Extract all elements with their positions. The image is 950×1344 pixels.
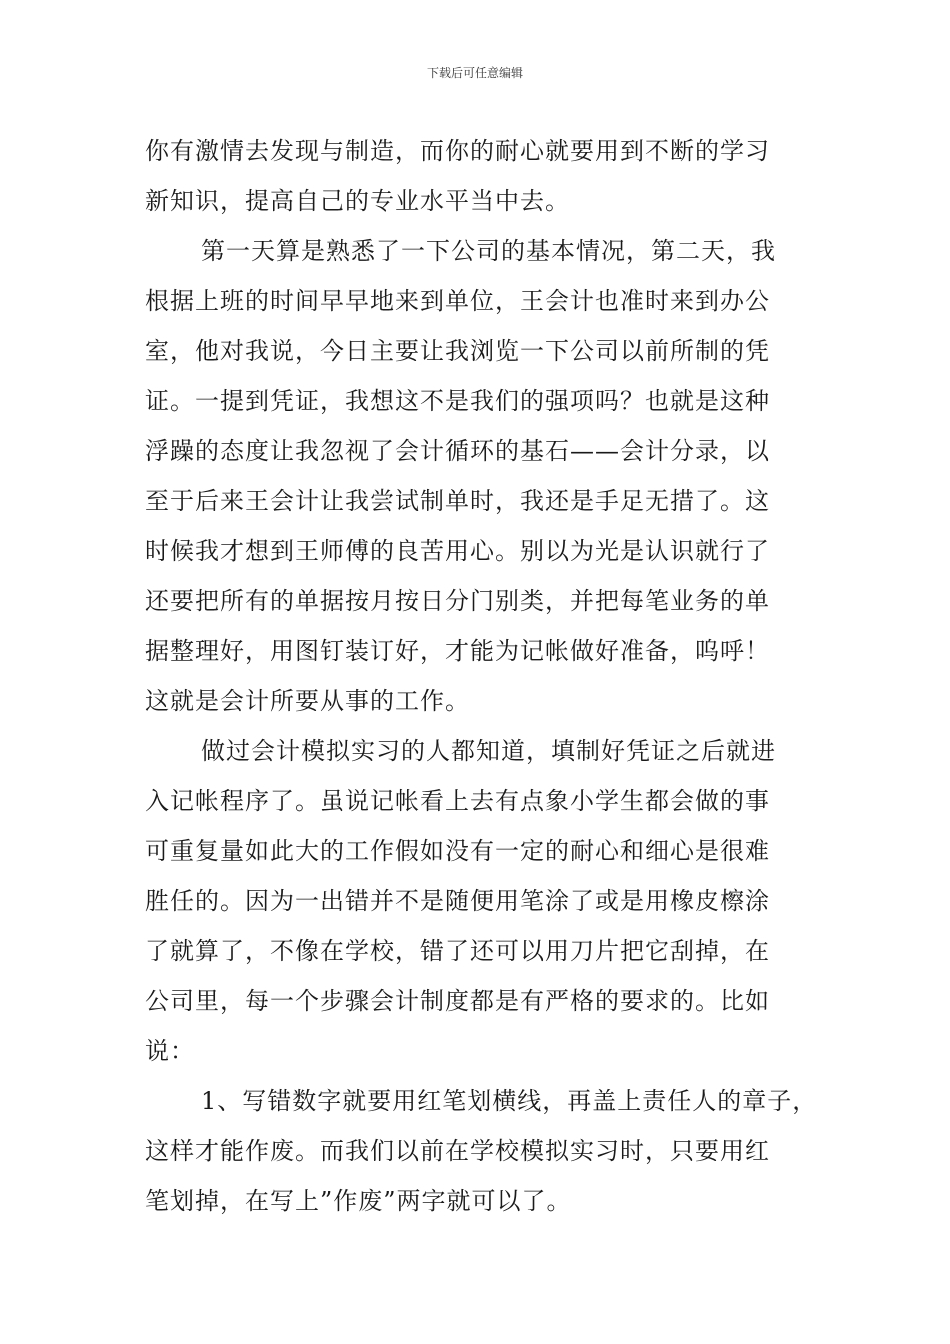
text-line: 可重复量如此大的工作假如没有一定的耐心和细心是很难: [145, 837, 770, 865]
text-line: 根据上班的时间早早地来到单位，王会计也准时来到办公: [145, 287, 770, 315]
paragraph-start-line: 做过会计模拟实习的人都知道，填制好凭证之后就进: [201, 737, 776, 765]
text-line: 入记帐程序了。虽说记帐看上去有点象小学生都会做的事: [145, 787, 770, 815]
text-line: 至于后来王会计让我尝试制单时，我还是手足无措了。这: [145, 487, 770, 515]
text-line: 这就是会计所要从事的工作。: [145, 687, 470, 715]
text-line: 时候我才想到王师傅的良苦用心。别以为光是认识就行了: [145, 537, 770, 565]
page-header: 下载后可任意编辑: [426, 66, 523, 80]
text-line: 据整理好，用图钉装订好，才能为记帐做好准备，呜呼！: [145, 637, 770, 665]
text-line: 新知识，提高自己的专业水平当中去。: [145, 187, 570, 215]
text-line: 证。一提到凭证，我想这不是我们的强项吗？也就是这种: [145, 387, 770, 415]
text-line: 公司里，每一个步骤会计制度都是有严格的要求的。比如: [145, 987, 770, 1015]
text-line: 还要把所有的单据按月按日分门别类，并把每笔业务的单: [145, 587, 770, 615]
text-line: 说：: [145, 1037, 195, 1065]
text-line: 胜任的。因为一出错并不是随便用笔涂了或是用橡皮檫涂: [145, 887, 770, 915]
paragraph-start-line: 第一天算是熟悉了一下公司的基本情况，第二天，我: [201, 237, 776, 265]
text-line: 你有激情去发现与制造，而你的耐心就要用到不断的学习: [145, 137, 770, 165]
text-line: 了就算了，不像在学校，错了还可以用刀片把它刮掉，在: [145, 937, 770, 965]
text-line: 这样才能作废。而我们以前在学校模拟实习时，只要用红: [145, 1137, 770, 1165]
text-line: 笔划掉，在写上”作废”两字就可以了。: [145, 1187, 572, 1215]
text-line: 室，他对我说，今日主要让我浏览一下公司以前所制的凭: [145, 337, 770, 365]
paragraph-start-line: 1、写错数字就要用红笔划横线，再盖上责任人的章子，: [201, 1087, 818, 1115]
text-line: 浮躁的态度让我忽视了会计循环的基石——会计分录，以: [145, 437, 770, 465]
document-body: [145, 126, 818, 1226]
